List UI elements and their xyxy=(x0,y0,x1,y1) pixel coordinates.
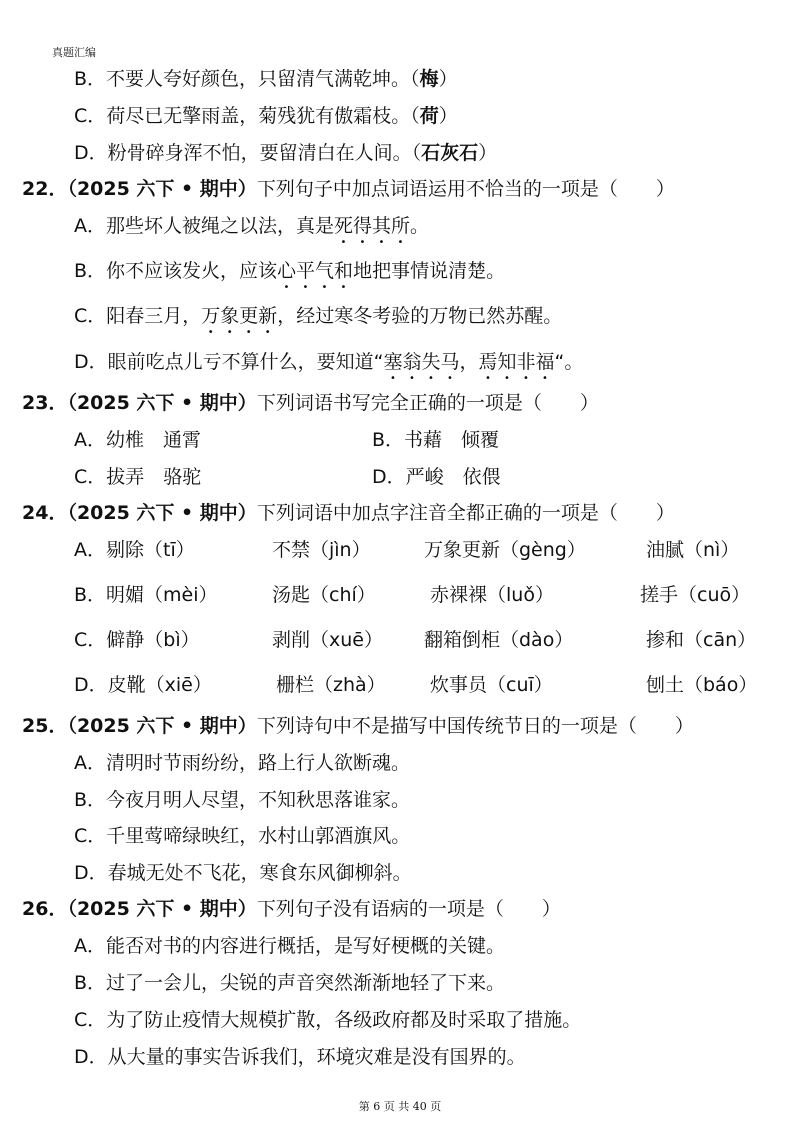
q24-d-1: D．皮靴（xiē） xyxy=(74,674,212,696)
q22-option-c xyxy=(74,303,562,338)
q24-b-3: 赤裸裸（luǒ） xyxy=(430,584,554,606)
q22-a-post: 。 xyxy=(410,215,430,237)
q23-option-c: C．拔弄 骆驼 xyxy=(74,466,202,488)
q22-b-dotted: 心平气和 xyxy=(277,260,354,282)
q24-d-2: 栅栏（zhà） xyxy=(276,674,386,696)
q26-question xyxy=(22,896,561,922)
q24-a-2: 不禁（jìn） xyxy=(272,539,371,561)
q22-option-d xyxy=(74,349,583,384)
q21-option-d-text: D．粉骨碎身浑不怕，要留清白在人间。（ xyxy=(74,142,422,164)
q24-a-3: 万象更新（gèng） xyxy=(424,539,586,561)
q25-option-d: D．春城无处不飞花，寒食东风御柳斜。 xyxy=(74,862,412,884)
q21-close-paren-b: ） xyxy=(438,68,458,90)
q26-option-d: D．从大量的事实告诉我们，环境灾难是没有国界的。 xyxy=(74,1046,526,1068)
q21-option-d xyxy=(74,140,497,166)
q21-close-paren-c: ） xyxy=(438,105,458,127)
q22-c-post: ，经过寒冬考验的万物已然苏醒。 xyxy=(277,305,563,327)
q24-c-1: C．僻静（bì） xyxy=(74,629,200,651)
q26-option-c: C．为了防止疫情大规模扩散，各级政府都及时采取了措施。 xyxy=(74,1009,582,1031)
q22-d-post: “。 xyxy=(554,351,584,373)
q22-option-a xyxy=(74,213,429,248)
q22-a-pre: A．那些坏人被绳之以法，真是 xyxy=(74,215,334,237)
page-footer: 第 6 页 共 40 页 xyxy=(358,1100,442,1113)
q24-b-4: 搓手（cuō） xyxy=(640,584,751,606)
q24-question xyxy=(22,500,675,526)
q22-d-dotted: 塞翁失马，焉知非福 xyxy=(383,351,555,373)
q21-option-c xyxy=(74,103,458,129)
q24-c-4: 掺和（cān） xyxy=(646,629,757,651)
q21-option-b xyxy=(74,66,458,92)
q22-a-dotted: 死得其所 xyxy=(334,215,411,237)
q22-c-pre: C．阳春三月， xyxy=(74,305,202,327)
q23-number: 23．（2025 六下 • 期中） xyxy=(22,392,257,414)
q25-stem: 下列诗句中不是描写中国传统节日的一项是（ ） xyxy=(256,715,694,737)
q21-close-paren-d: ） xyxy=(478,142,498,164)
q23-option-d: D．严峻 依偎 xyxy=(372,466,501,488)
q24-a-4: 油腻（nì） xyxy=(646,539,740,561)
q23-question xyxy=(22,390,599,416)
q22-b-pre: B．你不应该发火，应该 xyxy=(74,260,278,282)
q25-option-c: C．千里莺啼绿映红，水村山郭酒旗风。 xyxy=(74,825,411,847)
q22-stem: 下列句子中加点词语运用不恰当的一项是（ ） xyxy=(256,178,675,200)
q24-c-3: 翻箱倒柜（dào） xyxy=(424,629,574,651)
q25-number: 25．（2025 六下 • 期中） xyxy=(22,715,257,737)
q21-option-c-answer: 荷 xyxy=(419,105,439,127)
running-header: 真题汇编 xyxy=(52,46,96,59)
q23-option-b: B．书藉 倾覆 xyxy=(372,429,500,451)
q26-option-a: A．能否对书的内容进行概括，是写好梗概的关键。 xyxy=(74,935,505,957)
q24-b-1: B．明媚（mèi） xyxy=(74,584,218,606)
q24-c-2: 剥削（xuē） xyxy=(272,629,383,651)
q23-option-a: A．幼椎 通霄 xyxy=(74,429,201,451)
q24-number: 24．（2025 六下 • 期中） xyxy=(22,502,257,524)
q22-option-b xyxy=(74,258,505,293)
q22-b-post: 地把事情说清楚。 xyxy=(353,260,506,282)
q26-stem: 下列句子没有语病的一项是（ ） xyxy=(256,898,561,920)
q21-option-c-text: C．荷尽已无擎雨盖，菊残犹有傲霜枝。（ xyxy=(74,105,420,127)
q22-question xyxy=(22,176,675,202)
q26-number: 26．（2025 六下 • 期中） xyxy=(22,898,257,920)
q22-c-dotted: 万象更新 xyxy=(201,305,278,327)
q23-stem: 下列词语书写完全正确的一项是（ ） xyxy=(256,392,599,414)
q24-stem: 下列词语中加点字注音全都正确的一项是（ ） xyxy=(256,502,675,524)
q22-number: 22．（2025 六下 • 期中） xyxy=(22,178,257,200)
q22-d-pre: D．眼前吃点儿亏不算什么，要知道“ xyxy=(74,351,384,373)
q24-a-1: A．剔除（tī） xyxy=(74,539,195,561)
q25-question xyxy=(22,713,694,739)
q24-b-2: 汤匙（chí） xyxy=(272,584,376,606)
q24-d-4: 刨土（báo） xyxy=(646,674,758,696)
q21-option-b-text: B．不要人夸好颜色，只留清气满乾坤。（ xyxy=(74,68,420,90)
q25-option-a: A．清明时节雨纷纷，路上行人欲断魂。 xyxy=(74,752,410,774)
q25-option-b: B．今夜月明人尽望，不知秋思落谁家。 xyxy=(74,789,411,811)
q24-d-3: 炊事员（cuī） xyxy=(430,674,553,696)
q26-option-b: B．过了一会儿，尖锐的声音突然渐渐地轻了下来。 xyxy=(74,972,506,994)
q21-option-b-answer: 梅 xyxy=(419,68,439,90)
q21-option-d-answer: 石灰石 xyxy=(421,142,479,164)
